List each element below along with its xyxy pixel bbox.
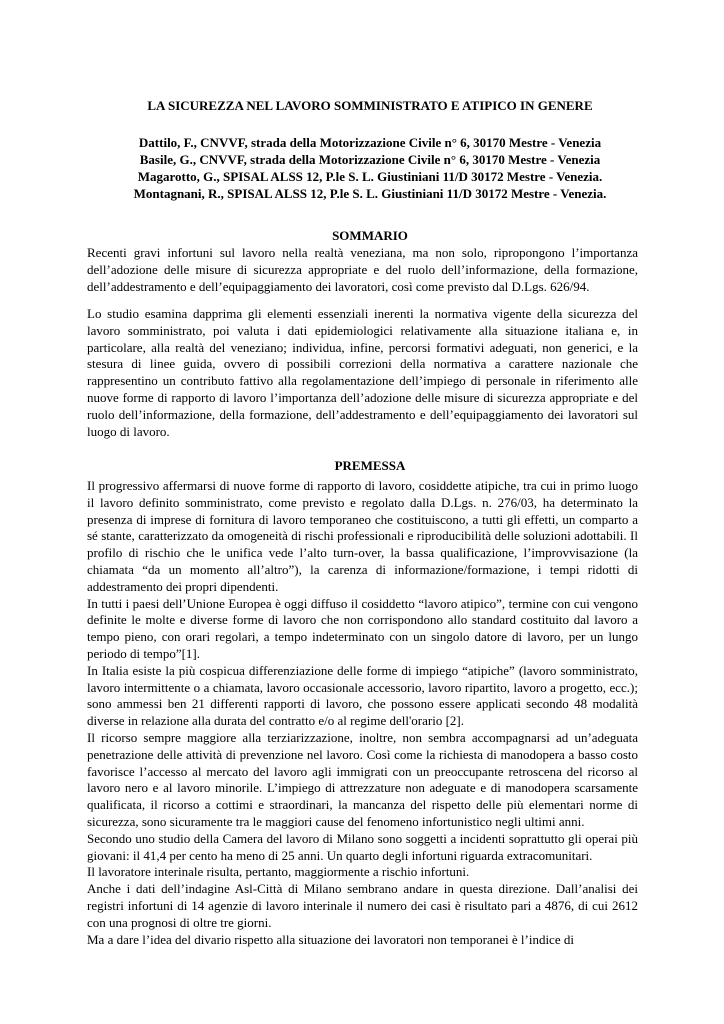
paragraph-text: Lo studio esamina dapprima gli elementi essenziali inerenti la normativa vigente della sicurezza del lavoro somministrato, poi valuta i dati epidemiologici relativamente alla situazione italiana e, in particolare, alla realtà del veneziano; individua, infine, percorsi formativi adeguati, non generici, e la stesura di linee guida, ovvero di possibili correzioni della normativa a carattere nazionale che rappresentino un contributo fattivo alla regolamentazione dell’impiego di personale in riferimento alle nuove forme di rapporto di lavoro l’importanza dell’adozione delle misure di sicurezza appropriate e del ruolo dell’informazione, della formazione, dell’addestramento e dell’equipaggiamento dei lavoratori sul luogo di lavoro.: [87, 306, 638, 439]
section-heading-premessa: PREMESSA: [334, 458, 406, 473]
paragraph-text: Il progressivo affermarsi di nuove forme di rapporto di lavoro, cosiddette atipiche, tra cui in primo luogo il lavoro definito somministrato, come previsto e regolato dalla D.Lgs. n. 276/03, ha determinato la presenza di imprese di fornitura di lavoro temporaneo che costituiscono, a tutti gli effetti, un comparto a sé stante, caratterizzato da omogeneità di rischi professionali e riproducibilità delle soluzioni adottabili. Il profilo di rischio che le unifica vede l’alto turn-over, la bassa qualificazione, l’improvvisazione (la chiamata “da un momento all’altro”), la carenza di informazione/formazione, i tempi ridotti di addestramento dei propri dipendenti.: [87, 478, 638, 594]
author-list: [80, 134, 660, 202]
paragraph-text: Secondo uno studio della Camera del lavoro di Milano sono soggetti a incidenti soprattutto gli operai più giovani: il 41,4 per cento ha meno di 25 anni. Un quarto degli infortuni riguarda extracomunitari.: [87, 830, 638, 863]
author-line: Basile, G., CNVVF, strada della Motorizzazione Civile n° 6, 30170 Mestre - Venezia: [139, 152, 601, 167]
paragraph-text: In Italia esiste la più cospicua differenziazione delle forme di impiego “atipiche” (lavoro somministrato, lavoro intermittente o a chiamata, lavoro occasionale accessorio, lavoro ripartito, lavoro a progetto, ecc.); sono ammessi ben 21 differenti rapporti di lavoro, che possono essere applicati secondo 48 modalità diverse in relazione alla durata del contratto e/o al regime dell'orario [2].: [87, 662, 638, 729]
paragraph-text: Ma a dare l’idea del divario rispetto alla situazione dei lavoratori non temporanei è l’indice di: [87, 931, 574, 947]
author-line: Dattilo, F., CNVVF, strada della Motorizzazione Civile n° 6, 30170 Mestre - Venezia: [138, 135, 602, 150]
premessa-body: [87, 478, 638, 948]
paper-title: LA SICUREZZA NEL LAVORO SOMMINISTRATO E ATIPICO IN GENERE: [147, 98, 593, 113]
paragraph-text: In tutti i paesi dell’Unione Europea è oggi diffuso il cosiddetto “lavoro atipico”, termine con cui vengono definite le molte e diverse forme di lavoro che non corrispondono allo standard costituito dal lavoro a tempo pieno, con orari regolari, a tempo indeterminato con un singolo datore di lavoro, per un lungo periodo di tempo”[1].: [87, 595, 638, 661]
sommario-paragraph: [87, 306, 638, 440]
paragraph-text: Il lavoratore interinale risulta, pertanto, maggiormente a rischio infortuni.: [87, 864, 470, 880]
section-heading-sommario: SOMMARIO: [332, 228, 408, 243]
paragraph-text: Anche i dati dell’indagine Asl-Città di Milano sembrano andare in questa direzione. Dall’analisi dei registri infortuni di 14 agenzie di lavoro interinale il numero dei casi è risultato pari a 4876, di cui 2612 con una prognosi di oltre tre giorni.: [87, 881, 638, 930]
author-line: Magarotto, G., SPISAL ALSS 12, P.le S. L. Giustiniani 11/D 30172 Mestre - Venezia.: [137, 169, 603, 184]
sommario-paragraph: [87, 245, 638, 295]
paragraph-text: Recenti gravi infortuni sul lavoro nella realtà veneziana, ma non solo, ripropongono l’importanza dell’adozione delle misure di sicurezza appropriate e del ruolo dell’informazione, della formazione, dell’addestramento e dell’equipaggiamento dei lavoratori, così come previsto dal D.Lgs. 626/94.: [87, 245, 638, 294]
author-line: Montagnani, R., SPISAL ALSS 12, P.le S. L. Giustiniani 11/D 30172 Mestre - Venezia.: [133, 186, 607, 201]
paragraph-text: Il ricorso sempre maggiore alla terziarizzazione, inoltre, non sembra accompagnarsi ad un’adeguata penetrazione delle attività di prevenzione nel lavoro. Così come la richiesta di manodopera a basso costo favorisce l’accesso al mercato del lavoro agli immigrati con un preoccupante retroscena del ricorso al lavoro nero e al lavoro minorile. L’impiego di attrezzature non adeguate e di manodopera scarsamente qualificata, il ricorso a cottimi e straordinari, la mancanza del rispetto delle più elementari norme di sicurezza, sono sicuramente tra le maggiori cause del fenomeno infortunistico negli ultimi anni.: [87, 729, 638, 829]
